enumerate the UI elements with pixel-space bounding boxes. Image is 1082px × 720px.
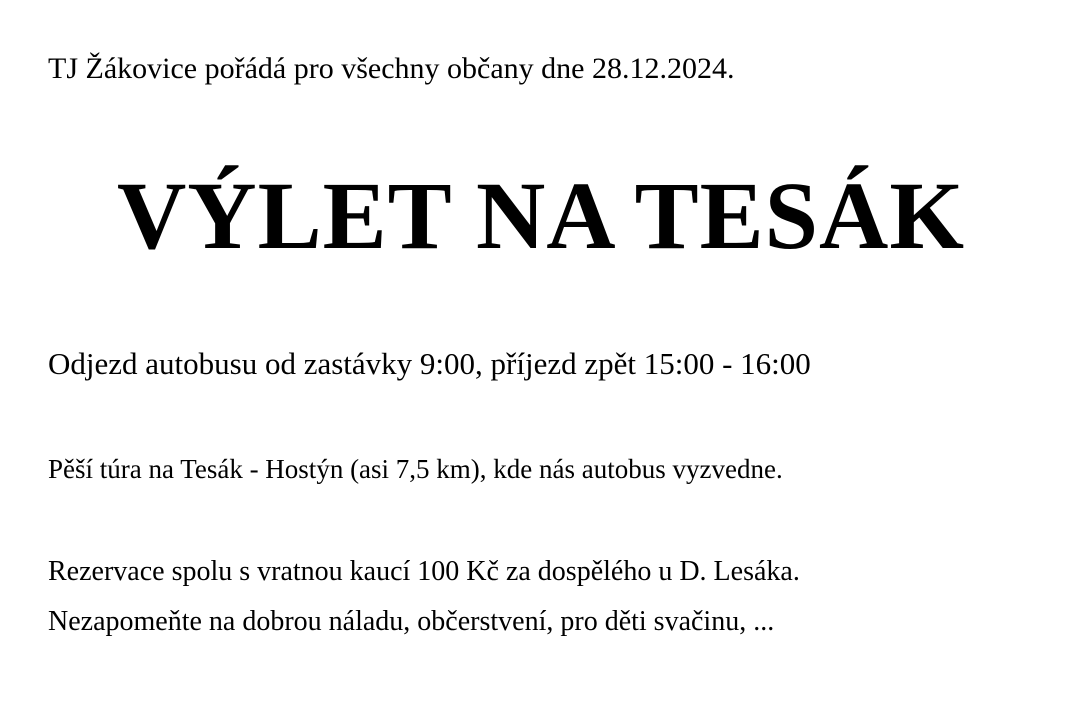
intro-line: TJ Žákovice pořádá pro všechny občany dne 28.12.2024. <box>48 52 735 85</box>
reservation-line: Rezervace spolu s vratnou kaucí 100 Kč za dospělého u D. Lesáka. <box>48 556 800 587</box>
event-title: VÝLET NA TESÁK <box>116 162 966 269</box>
hike-line: Pěší túra na Tesák - Hostýn (asi 7,5 km), kde nás autobus vyzvedne. <box>48 454 783 484</box>
departure-line: Odjezd autobusu od zastávky 9:00, příjezd zpět 15:00 - 16:00 <box>48 346 811 381</box>
reminder-line: Nezapomeňte na dobrou náladu, občerstvení, pro děti svačinu, ... <box>48 606 775 637</box>
